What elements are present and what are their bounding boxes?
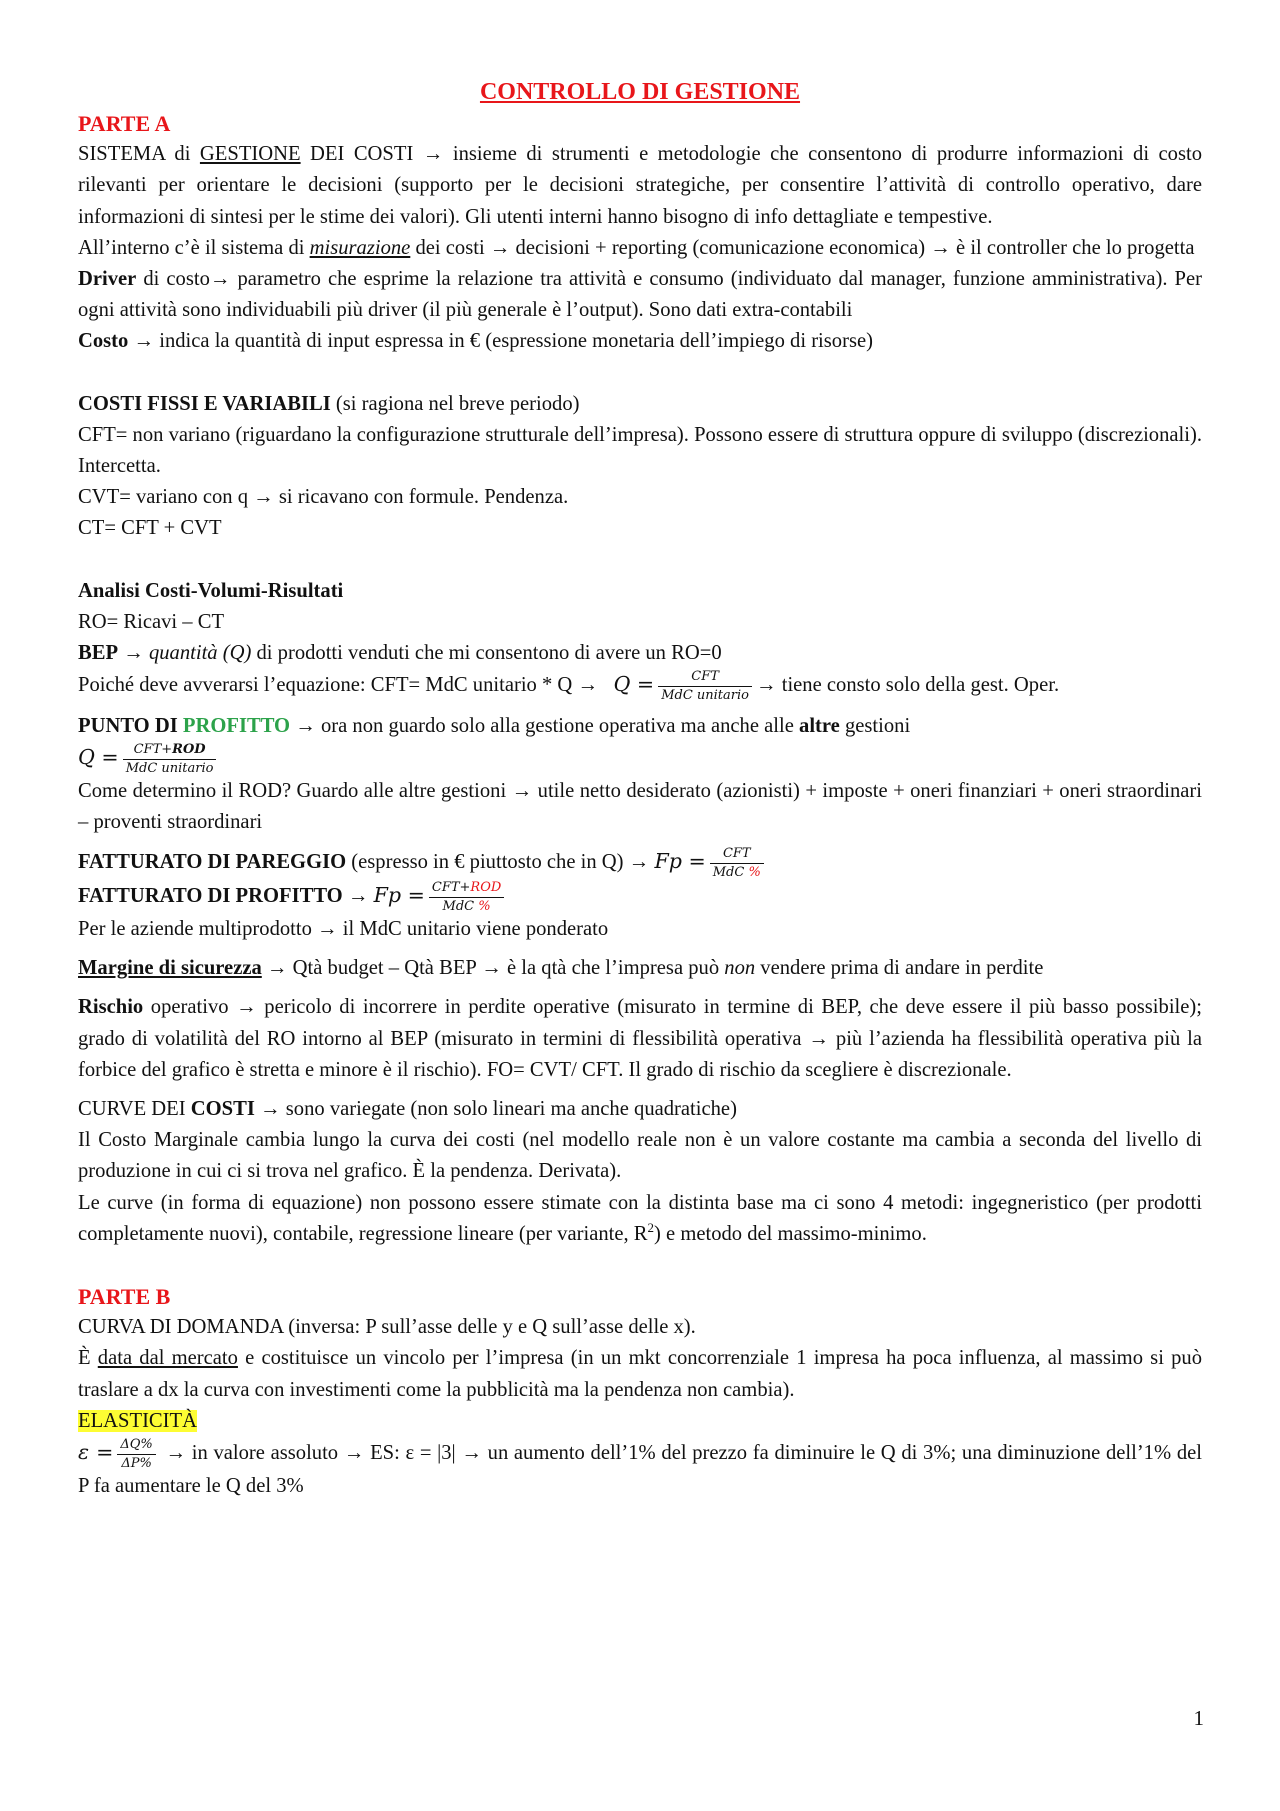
cft-line: CFT= non variano (riguardano la configurazione strutturale dell’impresa). Possono essere di struttura oppure di sviluppo (discrezionali). Intercetta. (78, 423, 1202, 478)
ro-line: RO= Ricavi – CT (78, 610, 225, 633)
curve-line: CURVE DEI COSTI → sono variegate (non solo lineari ma anche quadratiche) (78, 1097, 737, 1120)
profitto-fatturato-fraction: $\frac{\text{CFT+ROD}}{\text{MdC \%}}$ (429, 881, 504, 914)
fatturato-profitto-line: FATTURATO DI PROFITTO → Fp = $\frac{\text{CFT+ROD}}{\text{MdC \%}}$ (78, 880, 1202, 914)
profitto-formula: Q = $\frac{\text{CFT+ROD}}{\text{MdC unitario}}$ (78, 742, 1202, 776)
parte-b-heading: PARTE B (78, 1283, 171, 1309)
poiche-line: Poiché deve avverarsi l’equazione: CFT= MdC unitario * Q → Q = $\frac{\text{CFT}}{\text{MdC unitario}}$ → tiene consto solo della gest. Oper. (78, 669, 1060, 704)
page-number: 1 (1193, 1706, 1204, 1730)
cvr-heading: Analisi Costi-Volumi-Risultati (78, 579, 344, 602)
q-symbol: Q = (613, 672, 655, 697)
driver-paragraph: Driver di costo→ parametro che esprime la relazione tra attività e consumo (individuato dal manager, funzione amministrativa). Per ogni attività sono individuabili più driver (il più generale è l’output). Sono dati extra-contabili (78, 268, 1202, 322)
elasticita-paragraph: ε = $\frac{\Delta Q\%}{\Delta P\%}$ → in valore assoluto → ES: ε = |3| → un aumento dell’1% del prezzo fa diminuire le Q di 3%; una diminuzione dell’1% del P fa aumentare le Q del 3% (78, 1436, 1202, 1497)
rischio-paragraph: Rischio operativo → pericolo di incorrere in perdite operative (misurato in termine di BEP, che deve essere il più basso possibile); grado di volatilità del RO intorno al BEP (misurato in termini di flessibilità operativa → più l’azienda ha flessibilità operativa più la forbice del grafico è stretta e minore è il rischio). FO= CVT/ CFT. Il grado di rischio da scegliere è discrezionale. (78, 996, 1202, 1081)
rod-paragraph: Come determino il ROD? Guardo alle altre gestioni → utile netto desiderato (azionisti) + imposte + oneri finanziari + oneri straordinari – proventi straordinari (78, 779, 1202, 834)
sistema-paragraph: SISTEMA di GESTIONE DEI COSTI → insieme di strumenti e metodologie che consentono di produrre informazioni di costo rilevanti per orientare le decisioni (supporto per le decisioni strategiche, per consentire l’attività di controllo operativo, dare informazioni di sintesi per le stime dei valori). Gli utenti interni hanno bisogno di info dettagliate e tempestive. (78, 143, 1202, 228)
bep-fraction: $\frac{\text{CFT}}{\text{MdC unitario}}$ (658, 670, 752, 703)
costi-fissi-heading: COSTI FISSI E VARIABILI (si ragiona nel breve periodo) (78, 392, 580, 415)
costo-paragraph: Costo → indica la quantità di input espressa in € (espressione monetaria dell’impiego di risorse) (78, 330, 873, 353)
profitto-line: PUNTO DI PROFITTO → ora non guardo solo alla gestione operativa ma anche alle altre gestioni (78, 715, 911, 738)
elasticita-heading: ELASTICITÀ (78, 1409, 197, 1432)
elasticita-fraction: $\frac{\Delta Q\%}{\Delta P\%}$ (117, 1438, 155, 1471)
parte-a-heading: PARTE A (78, 111, 171, 136)
pareggio-fraction: $\frac{\text{CFT}}{\text{MdC \%}}$ (710, 847, 764, 880)
margine-line: Margine di sicurezza → Qtà budget – Qtà BEP → è la qtà che l’impresa può non vendere prima di andare in perdite (78, 957, 1044, 980)
misurazione-paragraph: All’interno c’è il sistema di misurazione dei costi → decisioni + reporting (comunicazione economica) → è il controller che lo progetta (78, 236, 1195, 259)
document-page (78, 76, 1202, 1502)
curva-domanda-line: CURVA DI DOMANDA (inversa: P sull’asse delle y e Q sull’asse delle x). (78, 1316, 696, 1339)
mercato-paragraph: È data dal mercato e costituisce un vincolo per l’impresa (in un mkt concorrenziale 1 impresa ha poca influenza, al massimo si può traslare a dx la curva con investimenti come la pubblicità ma la pendenza non cambia). (78, 1347, 1202, 1401)
bep-line: BEP → quantità (Q) di prodotti venduti che mi consentono di avere un RO=0 (78, 642, 722, 665)
marginale-paragraph: Il Costo Marginale cambia lungo la curva dei costi (nel modello reale non è un valore costante ma cambia a seconda del livello di produzione in cui ci si trova nel grafico. È la pendenza. Derivata). (78, 1129, 1202, 1183)
ct-line: CT= CFT + CVT (78, 517, 222, 540)
multiprodotto-line: Per le aziende multiprodotto → il MdC unitario viene ponderato (78, 917, 609, 940)
metodi-paragraph: Le curve (in forma di equazione) non possono essere stimate con la distinta base ma ci sono 4 metodi: ingegneristico (per prodotti completamente nuovi), contabile, regressione lineare (per variante, $R^2$) e metodo del massimo-minimo. (78, 1191, 1202, 1245)
fatturato-pareggio-line: FATTURATO DI PAREGGIO (espresso in € piuttosto che in Q) → Fp = $\frac{\text{CFT}}{\text{MdC \%}}$ (78, 846, 1202, 880)
cvt-line: CVT= variano con q → si ricavano con formule. Pendenza. (78, 486, 569, 509)
page-title: CONTROLLO DI GESTIONE (479, 79, 801, 105)
profitto-fraction: $\frac{\text{CFT+ROD}}{\text{MdC unitario}}$ (123, 743, 217, 776)
